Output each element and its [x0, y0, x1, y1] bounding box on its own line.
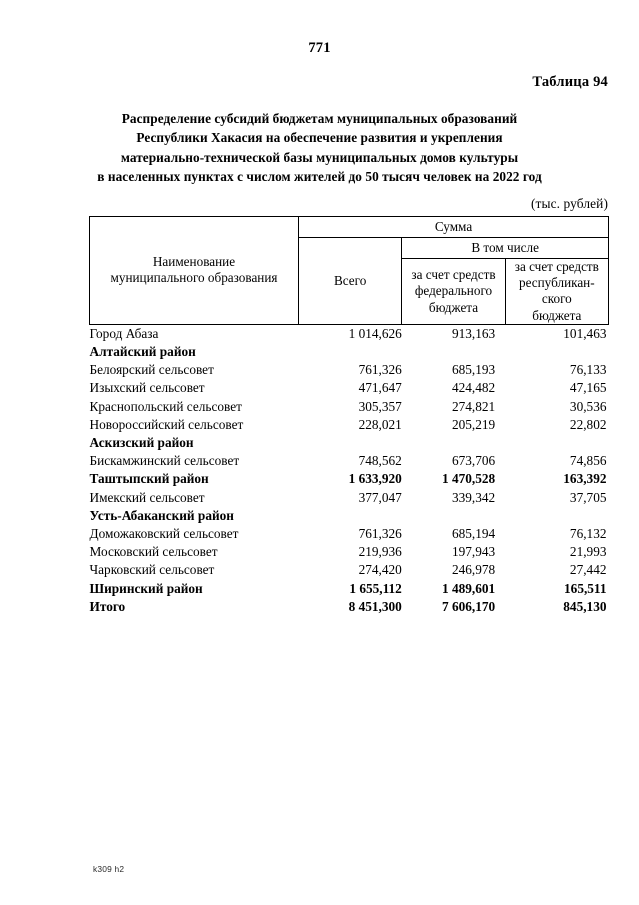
units-note: (тыс. рублей) [530, 196, 608, 211]
row-municipality-name: Изыхский сельсовет [89, 380, 205, 396]
table-row [90, 580, 609, 598]
row-municipality-name: Аскизский район [89, 435, 194, 451]
table-row [90, 507, 609, 525]
row-total-amount: 761,326 [358, 362, 402, 378]
table-row [90, 470, 609, 488]
row-republican-amount [505, 343, 608, 361]
row-republican-amount: 76,132 [569, 526, 607, 542]
table-row [90, 598, 609, 616]
row-municipality-name: Имекский сельсовет [89, 489, 205, 505]
header-federal-line-1: за счет средств [411, 267, 496, 283]
table-row [90, 343, 609, 361]
row-federal-amount: 685,194 [451, 526, 496, 542]
row-federal-amount: 274,821 [451, 398, 496, 414]
row-republican-amount: 30,536 [569, 398, 607, 414]
header-republican-budget [505, 259, 608, 325]
row-total-amount: 1 633,920 [348, 471, 402, 487]
row-republican-amount: 845,130 [563, 598, 607, 614]
table-row [90, 416, 609, 434]
row-municipality-name: Итого [89, 598, 126, 614]
row-federal-amount: 685,193 [451, 362, 496, 378]
row-republican-amount [505, 434, 608, 452]
row-municipality-name: Новороссийский сельсовет [89, 416, 244, 432]
row-total-amount: 377,047 [358, 489, 402, 505]
row-total-amount: 274,420 [358, 562, 402, 578]
row-republican-amount: 76,133 [569, 362, 607, 378]
row-municipality-name: Белоярский сельсовет [89, 362, 214, 378]
header-including: В том числе [402, 238, 609, 259]
row-federal-amount: 197,943 [451, 544, 496, 560]
row-municipality-name: Московский сельсовет [89, 544, 218, 560]
title-line-3: материально-технической базы муниципальных домов культуры [120, 149, 519, 165]
row-municipality-name: Таштыпский район [89, 471, 209, 487]
row-federal-amount: 1 470,528 [441, 471, 496, 487]
table-row [90, 561, 609, 579]
row-municipality-name: Чарковский сельсовет [89, 562, 215, 578]
row-total-amount: 8 451,300 [348, 598, 402, 614]
row-municipality-name: Краснопольский сельсовет [89, 398, 242, 414]
row-total-amount [299, 507, 402, 525]
table-row [90, 434, 609, 452]
row-republican-amount: 165,511 [564, 580, 607, 596]
budget-table [89, 216, 609, 616]
row-total-amount: 305,357 [358, 398, 402, 414]
row-republican-amount: 47,165 [569, 380, 607, 396]
row-republican-amount: 37,705 [569, 489, 607, 505]
row-federal-amount: 424,482 [451, 380, 496, 396]
table-label: Таблица 94 [532, 74, 608, 90]
document-title [60, 109, 579, 187]
row-total-amount: 471,647 [358, 380, 402, 396]
table-row [90, 361, 609, 379]
row-total-amount: 228,021 [358, 416, 402, 432]
row-republican-amount: 74,856 [569, 453, 607, 469]
row-republican-amount: 163,392 [563, 471, 607, 487]
row-federal-amount [402, 507, 505, 525]
row-total-amount: 748,562 [358, 453, 402, 469]
row-federal-amount: 7 606,170 [441, 598, 496, 614]
row-total-amount: 1 655,112 [349, 580, 402, 596]
table-row [90, 379, 609, 397]
row-federal-amount: 673,706 [451, 453, 496, 469]
header-republican-line-3: ского [541, 291, 572, 307]
row-federal-amount [402, 343, 505, 361]
row-total-amount [299, 434, 402, 452]
header-federal-budget [402, 259, 505, 325]
header-municipality-line-1: Наименование [152, 254, 236, 269]
table-row [90, 324, 609, 343]
table-row [90, 452, 609, 470]
row-municipality-name: Алтайский район [89, 344, 196, 360]
row-republican-amount: 22,802 [569, 416, 607, 432]
row-federal-amount: 913,163 [451, 325, 496, 341]
row-municipality-name: Доможаковский сельсовет [89, 526, 239, 542]
title-line-2: Республики Хакасия на обеспечение развития и укрепления [136, 130, 503, 146]
header-republican-line-2: республикан- [519, 275, 595, 291]
header-municipality [90, 217, 299, 325]
table-row [90, 398, 609, 416]
row-republican-amount: 27,442 [569, 562, 607, 578]
row-federal-amount: 205,219 [451, 416, 496, 432]
row-federal-amount [402, 434, 505, 452]
table-row [90, 525, 609, 543]
header-total: Всего [299, 238, 402, 325]
title-line-1: Распределение субсидий бюджетам муниципальных образований [121, 111, 518, 126]
table-header [90, 217, 609, 325]
row-republican-amount [505, 507, 608, 525]
table-row [90, 543, 609, 561]
header-municipality-line-2: муниципального образования [110, 270, 278, 286]
header-sum: Сумма [299, 217, 609, 238]
row-federal-amount: 339,342 [451, 489, 496, 505]
row-total-amount: 761,326 [358, 526, 402, 542]
row-republican-amount: 21,993 [569, 544, 607, 560]
row-total-amount [299, 343, 402, 361]
row-municipality-name: Усть-Абаканский район [89, 507, 234, 523]
header-row-top [90, 217, 609, 238]
row-municipality-name: Бискамжинский сельсовет [89, 453, 240, 469]
table-row [90, 489, 609, 507]
page-number: 771 [308, 40, 331, 56]
budget-table-container [89, 216, 609, 616]
header-republican-line-1: за счет средств [514, 259, 599, 274]
row-total-amount: 1 014,626 [348, 325, 402, 341]
row-municipality-name: Город Абаза [89, 325, 159, 341]
row-republican-amount: 101,463 [563, 325, 607, 341]
footer-mark: k309 h2 [93, 864, 125, 874]
header-republican-line-4: бюджета [532, 307, 582, 323]
title-line-4: в населенных пунктах с числом жителей до 50 тысяч человек на 2022 год [97, 169, 542, 185]
table-body [90, 324, 609, 616]
row-federal-amount: 1 489,601 [441, 580, 496, 596]
header-federal-line-3: бюджета [428, 299, 479, 315]
row-federal-amount: 246,978 [451, 562, 496, 578]
header-federal-line-2: федерального [414, 283, 493, 299]
row-total-amount: 219,936 [358, 544, 402, 560]
row-municipality-name: Ширинский район [89, 580, 203, 596]
